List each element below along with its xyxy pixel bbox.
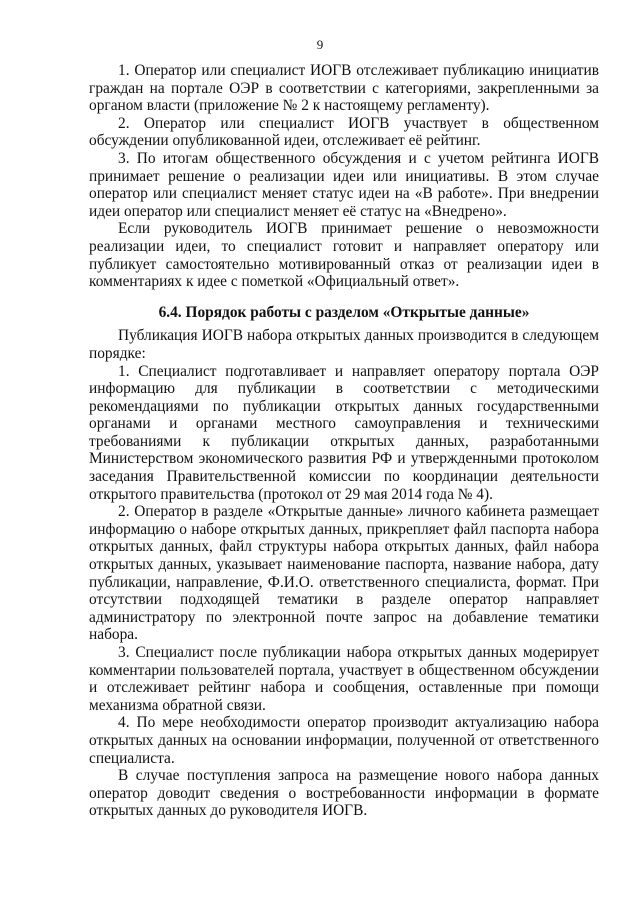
paragraph-refusal: Если руководитель ИОГВ принимает решение о невозможности реализации идеи, то специалист готовит и направляет оператору или публикует самостоятельно мотивированный отказ от реализации идеи в комментариях к идее с пометкой «Официальный ответ».: [89, 220, 599, 291]
page-number: 9: [316, 37, 324, 52]
paragraph-monitor-initiatives: 1. Оператор или специалист ИОГВ отслеживает публикацию инициатив граждан на портале ОЭР в соответствии с категориями, закрепленными за органом власти (приложение № 2 к настоящему регламенту).: [89, 62, 599, 115]
paragraph-step-3: 3. Специалист после публикации набора открытых данных модерирует комментарии пользователей портала, участвует в общественном обсуждении и отслеживает рейтинг набора и сообщения, оставленные при помощи механизма обратной связи.: [89, 644, 599, 714]
page-content: [89, 62, 599, 820]
paragraph-step-1: 1. Специалист подготавливает и направляет оператору портала ОЭР информацию для публикации в соответствии с методическими рекомендациями по публикации открытых данных государственными органами и органами местного самоуправления и техническими требованиями к публикации открытых данных, разработанными Министерством экономического развития РФ и утвержденными протоколом заседания Правительственной комиссии по координации деятельности открытого правительства (протокол от 29 мая 2014 года № 4).: [89, 362, 599, 503]
section-heading: 6.4. Порядок работы с разделом «Открытые данные»: [158, 303, 530, 321]
paragraph-new-dataset-request: В случае поступления запроса на размещение нового набора данных оператор доводит сведения о востребованности информации в формате открытых данных до руководителя ИОГВ.: [89, 767, 599, 820]
paragraph-step-4: 4. По мере необходимости оператор производит актуализацию набора открытых данных на основании информации, полученной от ответственного специалиста.: [89, 714, 599, 767]
paragraph-public-discussion: 2. Оператор или специалист ИОГВ участвует в общественном обсуждении опубликованной идеи, отслеживает её рейтинг.: [89, 114, 599, 150]
paragraph-step-2: 2. Оператор в разделе «Открытые данные» личного кабинета размещает информацию о наборе открытых данных, прикрепляет файл паспорта набора открытых данных, файл структуры набора открытых данных, файл набора открытых данных, указывает наименование паспорта, название набора, дату публикации, направление, Ф.И.О. ответственного специалиста, формат. При отсутствии подходящей тематики в разделе оператор направляет администратору по электронной почте запрос на добавление тематики набора.: [89, 503, 599, 644]
paragraph-publication-order: Публикация ИОГВ набора открытых данных производится в следующем порядке:: [89, 327, 599, 362]
paragraph-implementation-decision: 3. По итогам общественного обсуждения и с учетом рейтинга ИОГВ принимает решение о реализации идеи или инициативы. В этом случае оператор или специалист меняет статус идеи на «В работе». При внедрении идеи оператор или специалист меняет её статус на «Внедрено».: [89, 149, 599, 220]
